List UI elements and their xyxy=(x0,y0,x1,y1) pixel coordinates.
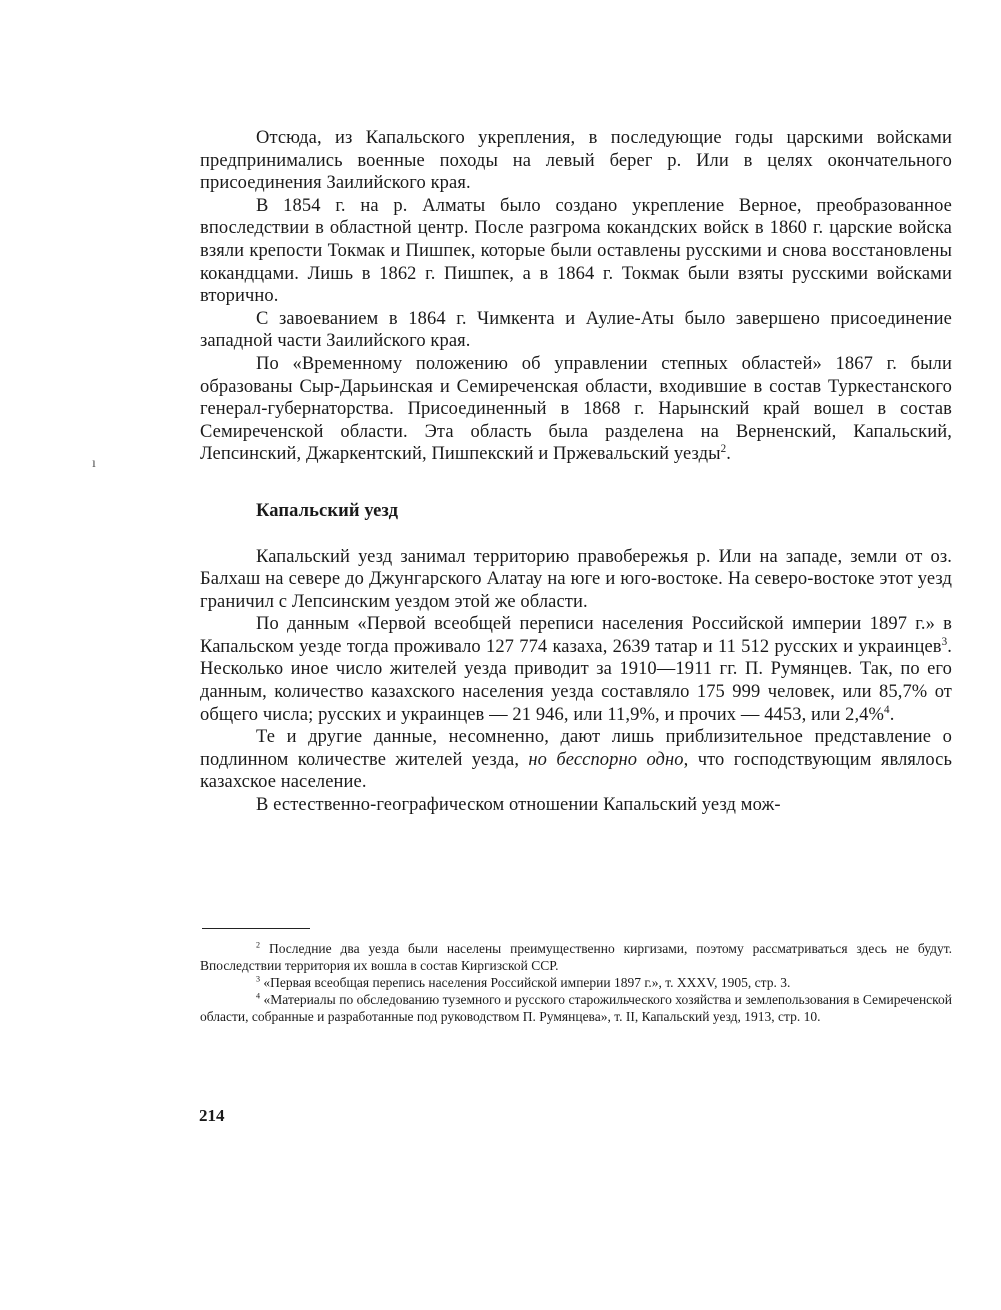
footnote-2-text: Последние два уезда были населены преимущественно киргизами, поэтому рассматриваться здесь не будут. Впоследствии территория их вошла в состав Киргизской ССР. xyxy=(200,941,953,973)
footnote-3-text: «Первая всеобщая перепись населения Российской империи 1897 г.», т. XXXV, 1905, стр. 3. xyxy=(263,975,791,990)
paragraph-4-text: По «Временному положению об управлении степных областей» 1867 г. были образованы Сыр-Дарьинская и Семиреченская области, входившие в состав Туркестанского генерал-губернаторства. Присоединенный в 1868 г. Нарынский край вошел в состав Семиреченской области. Эта область была разделена на Верненский, Капальский, Лепсинский, Джаркентский, Пишпекский и Пржевальский уезды xyxy=(200,353,952,465)
footnote-2-number: 2 xyxy=(256,940,261,950)
margin-mark: ı xyxy=(92,456,96,471)
footnote-4-number: 4 xyxy=(256,991,261,1001)
section-paragraph-3 xyxy=(200,726,952,794)
footnotes xyxy=(200,940,952,1025)
section-paragraph-2-part2: . Несколько иное число жителей уезда приводит за 1910—1911 гг. П. Румянцев. Так, по его данным, количество казахского населения уезда составляло 175 999 человек, или 85,7% от общего числа; русских и украинцев — 21 946, или 11,9%, и прочих — 4453, или 2,4% xyxy=(200,636,952,725)
paragraph-1: Отсюда, из Капальского укрепления, в последующие годы царскими войсками предпринимались военные походы на левый берег р. Или в целях окончательного присоединения Заилийского края. xyxy=(200,128,952,194)
main-text xyxy=(200,127,952,817)
footnote-ref-3: 3 xyxy=(941,635,948,648)
section-paragraph-3-emphasis: но бесспорно одно xyxy=(528,749,684,770)
footnote-divider xyxy=(202,928,310,929)
paragraph-2: В 1854 г. на р. Алматы было создано укрепление Верное, преобразованное впоследствии в областной центр. После разгрома кокандских войск в 1860 г. царские войска взяли крепости Токмак и Пишпек, которые были оставлены русскими и снова восстановлены кокандцами. Лишь в 1862 г. Пишпек, а в 1864 г. Токмак были взяты русскими войсками вторично. xyxy=(200,195,952,307)
footnote-ref-2: 2 xyxy=(720,443,727,456)
footnote-ref-4: 4 xyxy=(884,703,890,716)
section-paragraph-1: Капальский уезд занимал территорию правобережья р. Или на западе, земли от оз. Балхаш на севере до Джунгарского Алатау на юге и юго-востоке. На северо-востоке этот уезд граничил с Лепсинским уездом этой же области. xyxy=(200,546,952,612)
section-paragraph-2-part1: По данным «Первой всеобщей переписи населения Российской империи 1897 г.» в Капальском уезде тогда проживало 127 774 казаха, 2639 татар и 11 512 русских и украинцев xyxy=(200,614,952,657)
section-paragraph-4: В естественно-географическом отношении Капальский уезд мож- xyxy=(256,795,781,816)
paragraph-3: С завоеванием в 1864 г. Чимкента и Аулие-Аты было завершено присоединение западной части Заилийского края. xyxy=(200,308,952,352)
footnote-4-text: «Материалы по обследованию туземного и русского старожильческого хозяйства и землепользования в Семиреченской области, собранные и разработанные под руководством П. Румянцева», т. II, Капальский уезд, 1913, стр. 10. xyxy=(200,992,953,1024)
section-paragraph-3-part2: , что господствующим являлось казахское население. xyxy=(200,749,953,793)
paragraph-4: По «Временному положению об управлении степных областей» 1867 г. были образованы Сыр-Дарьинская и Семиреченская области, входившие в состав Туркестанского генерал-губернаторства. Присоединенный в 1868 г. Нарынский край вошел в состав Семиреченской области. Эта область была разделена на Верненский, Капальский, Лепсинский, Джаркентский, Пишпекский и Пржевальский уезды$^2$. xyxy=(200,353,952,465)
section-paragraph-2 xyxy=(200,613,952,726)
section-paragraph-2-end: . xyxy=(889,704,895,725)
footnote-3-number: 3 xyxy=(256,974,261,984)
section-heading: Капальский уезд xyxy=(256,500,399,521)
section-paragraph-3-part1: Те и другие данные, несомненно, дают лишь приблизительное представление о подлинном количестве жителей уезда, xyxy=(200,727,952,770)
footnote-2 xyxy=(200,940,952,974)
page-number: 214 xyxy=(199,1106,225,1125)
footnote-4 xyxy=(200,991,952,1025)
footnote-3 xyxy=(200,974,952,991)
